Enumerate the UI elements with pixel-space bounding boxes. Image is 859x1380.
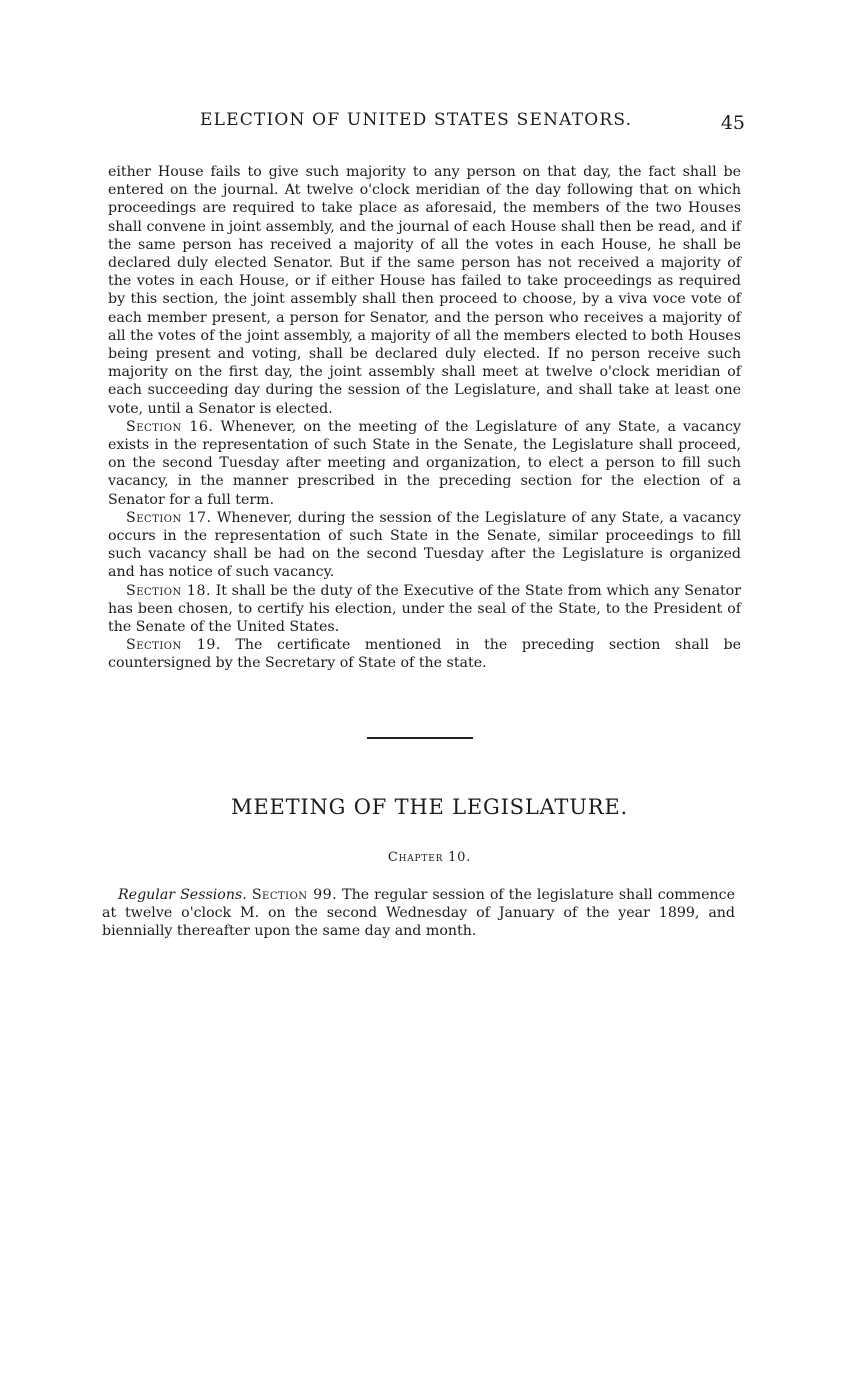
running-title: ELECTION OF UNITED STATES SENATORS.	[200, 110, 633, 130]
chapter-heading: MEETING OF THE LEGISLATURE.	[231, 795, 628, 819]
regular-sessions-block	[102, 886, 735, 941]
section-17	[108, 509, 741, 582]
section-17-label: Section 17.	[126, 509, 212, 526]
section-17-text: Whenever, during the session of the Legislature of any State, a vacancy occurs in the representation of such State in the Senate, similar proceedings to fill such vacancy shall be had on the second Tuesday after the Legislature is organized and has notice of such vacancy.	[108, 509, 741, 581]
section-16-text: Whenever, on the meeting of the Legislature of any State, a vacancy exists in the representation of such State in the Senate, the Legislature shall proceed, on the second Tuesday after meeting and organization, to elect a person to fill such vacancy, in the manner prescribed in the preceding section for the election of a Senator for a full term.	[108, 418, 741, 508]
continuation-paragraph: either House fails to give such majority to any person on that day, the fact shall be entered on the journal. At twelve o'clock meridian of the day following that on which proceedings are required to take place as aforesaid, the members of the two Houses shall convene in joint assembly, and the journal of each House shall then be read, and if the same person has received a majority of all the votes in each House, he shall be declared duly elected Senator. But if the same person has not received a majority of the votes in each House, or if either House has failed to take proceedings as required by this section, the joint assembly shall then proceed to choose, by a viva voce vote of each member present, a person for Senator, and the person who receives a majority of all the votes of the joint assembly, a majority of all the members elected to both Houses being present and voting, shall be declared duly elected. If no person receive such majority on the first day, the joint assembly shall meet at twelve o'clock meridian of each succeeding day during the session of the Legislature, and shall take at least one vote, until a Senator is elected.	[108, 164, 741, 417]
section-18-label: Section 18.	[126, 582, 211, 599]
sidenote-regular-sessions: Regular Sessions.	[118, 887, 247, 903]
section-19	[108, 636, 741, 672]
section-16	[108, 418, 741, 509]
section-99-label: Section 99.	[251, 887, 338, 903]
section-19-label: Section 19.	[126, 637, 221, 654]
section-99-text: The regular session of the legislature shall commence at twelve o'clock M. on the second Wednesday of January of the year 1899, and biennially thereafter upon the same day and month.	[102, 887, 736, 940]
section-divider	[367, 737, 473, 739]
chapter-number: Chapter 10.	[387, 850, 472, 865]
body-text	[108, 163, 741, 673]
section-18-text: It shall be the duty of the Executive of the State from which any Senator has been chosen, to certify his election, under the seal of the State, to the President of the Senate of the United States.	[108, 582, 742, 636]
section-19-text: The certificate mentioned in the preceding section shall be countersigned by the Secretary of State of the state.	[108, 637, 742, 672]
section-16-label: Section 16.	[126, 418, 214, 435]
section-99	[102, 886, 735, 941]
running-head	[200, 108, 745, 138]
page-number: 45	[720, 112, 745, 134]
section-18	[108, 582, 741, 637]
